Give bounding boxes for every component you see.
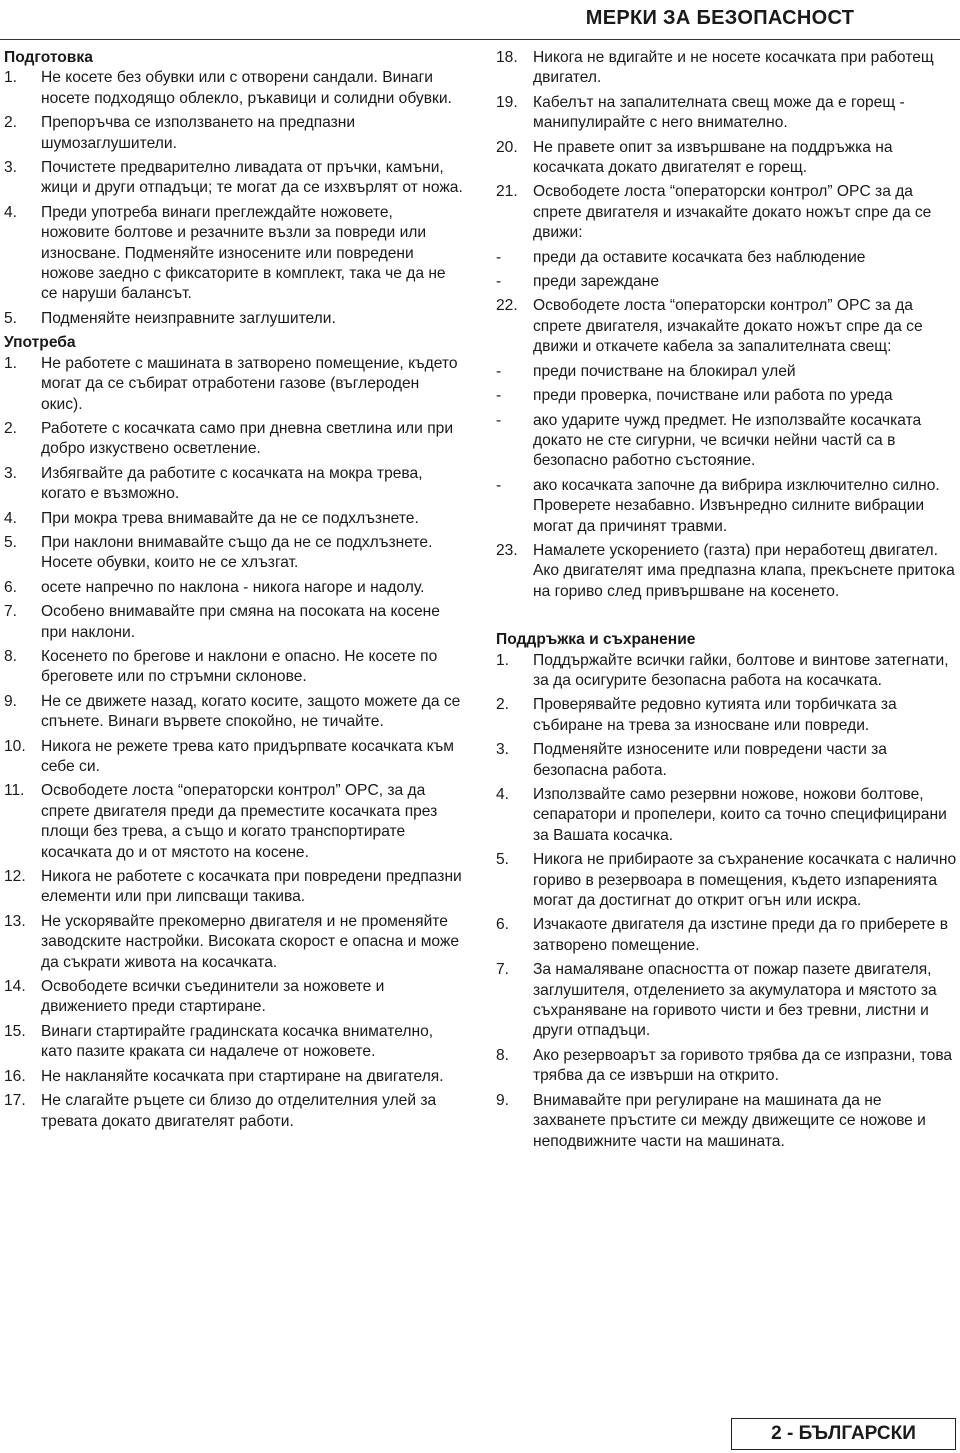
item-number: 1. <box>496 651 510 669</box>
item-number: 9. <box>496 1091 510 1109</box>
section-title-maintenance: Поддръжка и съхранение <box>496 631 696 649</box>
preparation-item <box>4 158 464 199</box>
page-header <box>0 0 960 42</box>
item-text: Внимавайте при регулиране на машината да не захванете пръстите си между движещите се ножове и неподвижните части на машината. <box>533 1091 926 1150</box>
maintenance-item <box>496 740 958 781</box>
usage-item <box>4 354 464 415</box>
item-text: Не косете без обувки или с отворени сандали. Винаги носете подходящо облекло, ръкавици и солидни обувки. <box>41 69 452 107</box>
item-number: 2. <box>4 114 18 132</box>
section-title-preparation: Подготовка <box>4 49 93 66</box>
usage-sub-item <box>496 386 958 406</box>
usage-item <box>4 867 464 908</box>
item-text: Кабелът на запалителната свещ може да е горещ - манипулирайте с него внимателно. <box>533 93 905 132</box>
usage-item <box>496 93 958 134</box>
item-number: 7. <box>496 961 510 979</box>
item-number: - <box>496 362 502 380</box>
item-number: 11. <box>4 782 25 800</box>
item-number: 4. <box>496 786 510 803</box>
preparation-item <box>4 113 464 154</box>
preparation-item <box>4 68 464 109</box>
item-text: Не накланяйте косачката при стартиране на двигателя. <box>41 1067 444 1085</box>
usage-item <box>496 296 958 357</box>
item-number: 5. <box>4 309 18 327</box>
item-number: 2. <box>4 419 18 437</box>
item-text: Проверявайте редовно кутията или торбичката за събиране на трева за износване или повреди. <box>533 696 897 734</box>
item-text: Преди употреба винаги преглеждайте ножовете, ножовите болтове и резачните възли за повреди или износване. Подменяйте износените или повредени ножове заедно с фиксаторите в комплект, така че да не се наруши балансът. <box>41 203 446 303</box>
item-text: Ако резервоарът за горивото трябва да се изпразни, това трябва да се извърши на открито. <box>533 1046 953 1085</box>
header-divider <box>0 39 960 40</box>
item-number: 19. <box>496 93 518 111</box>
left-column <box>4 48 464 1136</box>
item-number: 22. <box>496 297 518 315</box>
item-number: 4. <box>4 203 18 221</box>
item-text: Подменяйте износените или повредени части за безопасна работа. <box>533 741 887 779</box>
maintenance-item <box>496 1091 958 1152</box>
item-number: 3. <box>4 159 18 177</box>
usage-list-continued-c <box>496 541 958 602</box>
usage-sub-item <box>496 476 958 537</box>
usage-list-continued-b <box>496 296 958 357</box>
item-text: Освободете лоста “операторски контрол” OPC, за да спрете двигателя преди да преместите косачката през площи без трева, а също и когато транспортирате косачката до и от мястото на косене. <box>41 782 438 861</box>
item-number: - <box>496 387 502 405</box>
item-number: 10. <box>4 737 26 755</box>
item-number: - <box>496 248 502 266</box>
maintenance-item <box>496 960 958 1042</box>
item-number: 2. <box>496 696 510 714</box>
usage-item <box>4 578 464 598</box>
maintenance-item <box>496 785 958 846</box>
item-text: Освободете всички съединители за ножовете и движението преди стартиране. <box>41 978 385 1016</box>
item-number: 5. <box>496 851 510 869</box>
usage-dash-list-a <box>496 248 958 293</box>
right-column <box>496 48 958 1156</box>
item-number: 1. <box>4 354 18 372</box>
item-number: 8. <box>496 1046 510 1064</box>
usage-item <box>4 647 464 688</box>
item-text: преди да оставите косачката без наблюдение <box>533 248 866 266</box>
item-text: Винаги стартирайте градинската косачка внимателно, като пазите краката си надалече от ножовете. <box>41 1022 434 1061</box>
item-text: Косенето по брегове и наклони е опасно. Не косете по бреговете или по стръмни склонове. <box>41 647 438 686</box>
item-number: 4. <box>4 509 18 527</box>
item-text: Препоръчва се използването на предпазни шумозаглушители. <box>41 114 356 152</box>
section-title-usage: Употреба <box>4 334 76 352</box>
usage-item <box>4 1067 464 1087</box>
item-number: - <box>496 411 502 429</box>
usage-item <box>496 182 958 243</box>
usage-item <box>4 692 464 733</box>
item-text: При мокра трева внимавайте да не се подхлъзнете. <box>41 509 419 527</box>
item-number: 1. <box>4 69 18 87</box>
item-number: 7. <box>4 603 18 621</box>
item-number: 21. <box>496 183 518 201</box>
item-number: 9. <box>4 692 18 710</box>
usage-item <box>4 419 464 460</box>
usage-sub-item <box>496 248 958 268</box>
usage-dash-list-b <box>496 362 958 537</box>
item-number: 16. <box>4 1067 26 1085</box>
usage-item <box>4 781 464 863</box>
usage-item <box>4 737 464 778</box>
item-number: - <box>496 476 502 494</box>
item-text: Не ускорявайте прекомерно двигателя и не променяйте заводските настройки. Високата скорост е опасна и може да съкрати живота на косачката. <box>41 912 460 971</box>
preparation-item <box>4 203 464 305</box>
item-text: ако косачката започне да вибрира изключително силно. Проверете незабавно. Извънредно силните вибрации могат да причинят травми. <box>533 476 940 535</box>
item-text: Никога не работете с косачката при повредени предпазни елементи или при липсващи такива. <box>41 868 462 906</box>
maintenance-item <box>496 1046 958 1087</box>
page-title: МЕРКИ ЗА БЕЗОПАСНОСТ <box>585 7 855 29</box>
item-text: При наклони внимавайте също да не се подхлъзнете. Носете обувки, които не се хлъзгат. <box>41 533 433 572</box>
item-text: Никога не режете трева като придърпвате косачката към себе си. <box>41 737 454 775</box>
usage-item <box>4 912 464 973</box>
item-number: 17. <box>4 1092 26 1110</box>
item-text: Избягвайте да работите с косачката на мокра трева, когато е възможно. <box>41 464 423 503</box>
usage-list <box>4 354 464 1132</box>
item-number: 6. <box>496 916 510 934</box>
item-text: Изчакаоте двигателя да изстине преди да го приберете в затворено помещение. <box>533 916 948 954</box>
item-text: Не се движете назад, когато косите, защото можете да се спънете. Винаги вървете спокойно, не тичайте. <box>41 692 461 731</box>
item-text: Не работете с машината в затворено помещение, където могат да се събират отработени газове (въглероден окис). <box>41 354 458 413</box>
item-text: Почистете предварително ливадата от пръчки, камъни, жици и други отпадъци; те могат да се изхвърлят от ножа. <box>41 159 463 197</box>
item-text: За намаляване опасността от пожар пазете двигателя, заглушителя, отделението за акумулатора и мястото за съхраняване на горивото чисти и без тревни, листни и други отпадъци. <box>533 961 937 1040</box>
section-spacer <box>496 606 958 630</box>
usage-list-continued-a <box>496 48 958 244</box>
maintenance-item <box>496 915 958 956</box>
item-text: Не правете опит за извършване на поддръжка на косачката докато двигателят е горещ. <box>533 138 893 177</box>
page-number-label: 2 - БЪЛГАРСКИ <box>731 1418 956 1450</box>
usage-sub-item <box>496 411 958 472</box>
item-text: преди почистване на блокирал улей <box>533 362 796 380</box>
item-text: Подменяйте неизправните заглушители. <box>41 309 336 327</box>
item-number: 13. <box>4 912 26 930</box>
item-number: 20. <box>496 138 518 156</box>
item-number: 3. <box>496 741 510 759</box>
item-text: Поддържайте всички гайки, болтове и винтове затегнати, за да осигурите безопасна работа на косачката. <box>533 651 949 689</box>
item-text: Освободете лоста “операторски контрол” OPC за да спрете двигателя и изчакайте докато ножът спре да се движи: <box>533 183 932 242</box>
usage-item <box>496 48 958 89</box>
item-number: 5. <box>4 533 18 551</box>
item-text: Намалете ускорението (газта) при неработещ двигател. Ако двигателят има предпазна клапа, прекъснете притока на гориво след привършване на косенето. <box>533 541 955 600</box>
usage-item <box>4 1091 464 1132</box>
item-number: 18. <box>496 49 518 66</box>
usage-sub-item <box>496 272 958 292</box>
preparation-list <box>4 68 464 329</box>
usage-item <box>496 541 958 602</box>
item-number: - <box>496 273 502 291</box>
item-text: осете напречно по наклона - никога нагоре и надолу. <box>41 578 425 596</box>
item-number: 8. <box>4 647 18 665</box>
item-text: Никога не вдигайте и не носете косачката при работещ двигател. <box>533 49 934 87</box>
usage-item <box>496 138 958 179</box>
maintenance-item <box>496 850 958 911</box>
item-text: ако ударите чужд предмет. Не използвайте косачката докато не сте сигурни, че всички нейни частй са в безопасно работно състояние. <box>533 411 922 470</box>
maintenance-item <box>496 695 958 736</box>
item-text: Използвайте само резервни ножове, ножови болтове, сепаратори и пропелери, които са точно специфицирани за Вашата косачка. <box>533 786 947 844</box>
item-number: 23. <box>496 541 518 559</box>
usage-item <box>4 977 464 1018</box>
maintenance-item <box>496 651 958 692</box>
item-text: Особено внимавайте при смяна на посоката на косене при наклони. <box>41 603 440 641</box>
item-text: Не слагайте ръцете си близо до отделителния улей за тревата докато двигателят работи. <box>41 1092 437 1130</box>
item-text: Никога не прибираоте за съхранение косачката с налично гориво в резервоара в помещения, където изпаренията могат да достигнат до открит огън или искра. <box>533 851 957 910</box>
usage-sub-item <box>496 362 958 382</box>
item-number: 14. <box>4 978 26 996</box>
usage-item <box>4 464 464 505</box>
item-number: 6. <box>4 578 18 596</box>
maintenance-list <box>496 651 958 1152</box>
usage-item <box>4 602 464 643</box>
preparation-item <box>4 309 464 329</box>
item-number: 15. <box>4 1022 26 1040</box>
item-text: Освободете лоста “операторски контрол” OPC за да спрете двигателя, изчакайте докато ножът спре да се движи и откачете кабела за запалителната свещ: <box>533 297 923 356</box>
item-text: преди проверка, почистване или работа по уреда <box>533 387 893 405</box>
item-number: 12. <box>4 868 26 886</box>
item-text: преди зареждане <box>533 273 660 291</box>
usage-item <box>4 509 464 529</box>
item-number: 3. <box>4 464 18 482</box>
item-text: Работете с косачката само при дневна светлина или при добро изкуствено осветление. <box>41 419 454 458</box>
usage-item <box>4 533 464 574</box>
usage-item <box>4 1022 464 1063</box>
